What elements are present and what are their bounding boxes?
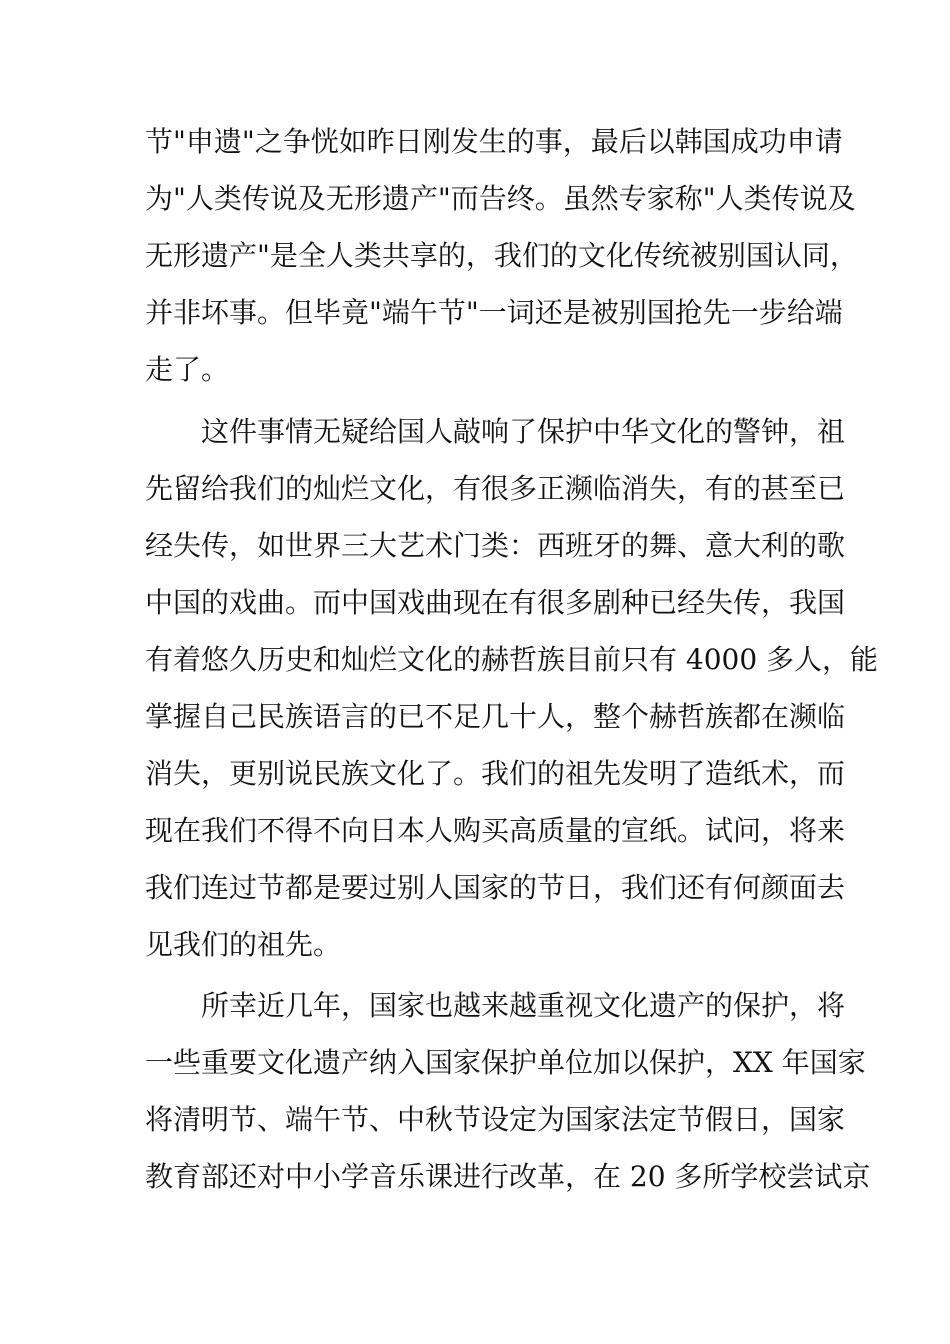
text-line: 所幸近几年，国家也越来越重视文化遗产的保护，将 [201, 989, 846, 1022]
text-line: 并非坏事。但毕竟"端午节"一词还是被别国抢先一步给端 [145, 296, 843, 329]
text-line: 中国的戏曲。而中国戏曲现在有很多剧种已经失传，我国 [145, 586, 846, 619]
text-line: 掌握自己民族语言的已不足几十人，整个赫哲族都在濒临 [145, 700, 846, 733]
text-line: 有着悠久历史和灿烂文化的赫哲族目前只有 4000 多人，能 [145, 643, 879, 676]
text-line: 无形遗产"是全人类共享的，我们的文化传统被别国认同， [145, 239, 858, 272]
text-line: 一些重要文化遗产纳入国家保护单位加以保护，XX 年国家 [145, 1046, 866, 1079]
text-line: 先留给我们的灿烂文化，有很多正濒临消失，有的甚至已 [145, 472, 846, 505]
text-line: 节"申遗"之争恍如昨日刚发生的事，最后以韩国成功申请 [145, 125, 843, 158]
text-line: 为"人类传说及无形遗产"而告终。虽然专家称"人类传说及 [145, 182, 856, 215]
text-line: 这件事情无疑给国人敲响了保护中华文化的警钟，祖 [201, 415, 846, 448]
text-line: 见我们的祖先。 [145, 928, 342, 961]
text-line: 我们连过节都是要过别人国家的节日，我们还有何颜面去 [145, 871, 846, 904]
text-line: 消失，更别说民族文化了。我们的祖先发明了造纸术，而 [145, 757, 846, 790]
text-line: 经失传，如世界三大艺术门类：西班牙的舞、意大利的歌 [145, 529, 846, 562]
text-line: 教育部还对中小学音乐课进行改革，在 20 多所学校尝试京 [145, 1160, 871, 1193]
text-line: 走了。 [145, 353, 230, 386]
text-line: 将清明节、端午节、中秋节设定为国家法定节假日，国家 [145, 1103, 846, 1136]
text-line: 现在我们不得不向日本人购买高质量的宣纸。试问，将来 [145, 814, 846, 847]
